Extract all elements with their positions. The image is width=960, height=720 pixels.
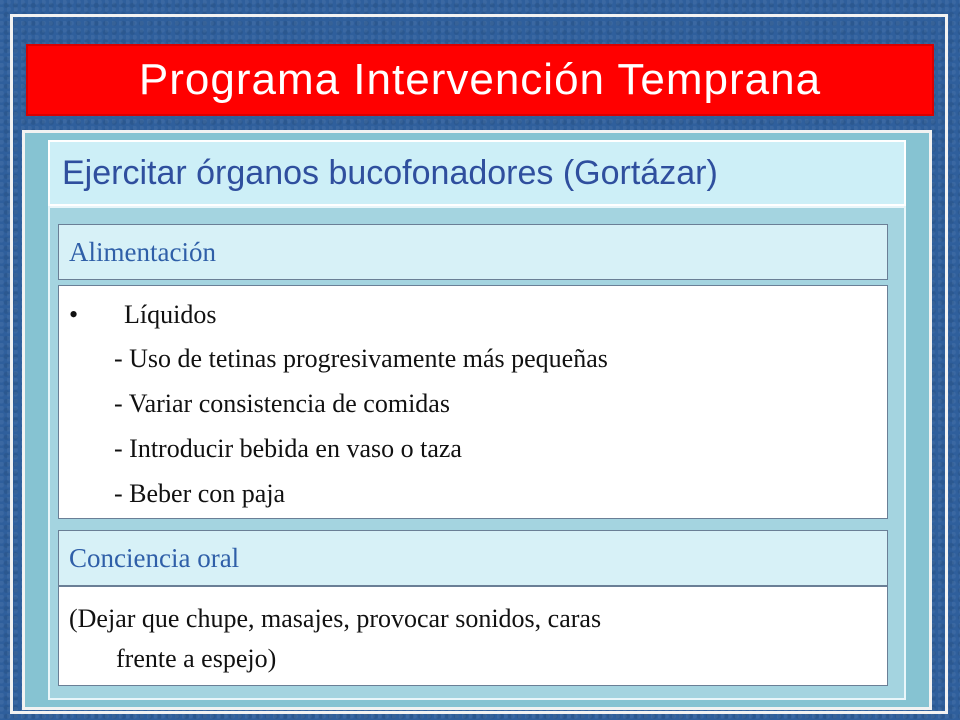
list-item: - Introducir bebida en vaso o taza (114, 434, 462, 463)
slide-title: Programa Intervención Temprana (26, 44, 934, 116)
paragraph-line: frente a espejo) (116, 644, 277, 673)
section-heading-conciencia-oral: Conciencia oral (58, 530, 888, 586)
section-heading-alimentacion: Alimentación (58, 224, 888, 280)
list-item: - Beber con paja (114, 479, 286, 508)
section-body-alimentacion (58, 285, 888, 519)
paragraph (69, 599, 879, 679)
bullet-label: Líquidos (124, 300, 217, 329)
list-item: - Variar consistencia de comidas (114, 389, 450, 418)
section-body-conciencia-oral (58, 586, 888, 686)
slide-subtitle: Ejercitar órganos bucofonadores (Gortázar) (48, 140, 906, 206)
paragraph-line: (Dejar que chupe, masajes, provocar sonidos, caras (69, 604, 602, 633)
list-item: - Uso de tetinas progresivamente más pequeñas (114, 344, 608, 373)
bullet-icon: • (69, 300, 79, 329)
bullet-item (69, 300, 216, 330)
